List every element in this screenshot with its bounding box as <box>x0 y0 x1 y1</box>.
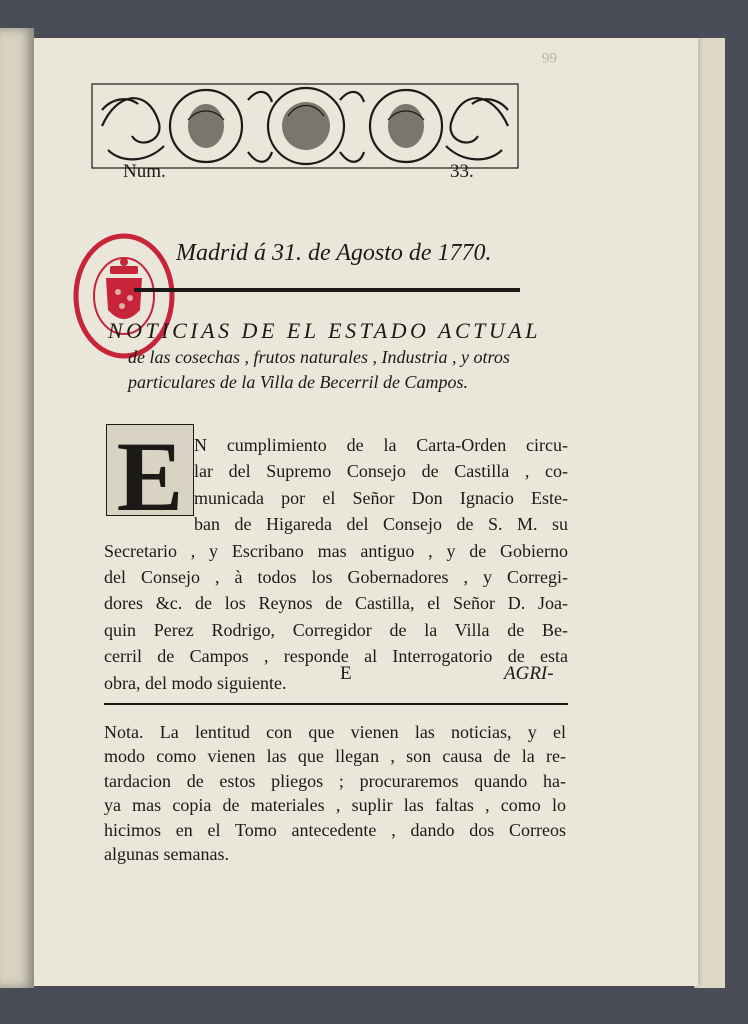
body-line: cerril de Campos , responde al Interrogatorio de esta <box>104 646 568 667</box>
issue-number-value: 33. <box>450 161 474 182</box>
note-line: algunas semanas. <box>104 844 229 865</box>
catchword: AGRI- <box>504 663 554 684</box>
note-line: Nota. La lentitud con que vienen las noticias, y el <box>104 722 566 742</box>
article-headline: NOTICIAS DE EL ESTADO ACTUAL <box>108 318 541 343</box>
body-line: obra, del modo siguiente. <box>104 672 287 693</box>
body-paragraph <box>104 432 568 696</box>
body-line: del Consejo , à todos los Gobernadores , y Corregi- <box>104 567 568 588</box>
ornament-banner <box>88 80 522 172</box>
right-page-edge <box>694 38 725 988</box>
left-page-edge <box>0 28 34 988</box>
article-subheading <box>128 345 588 395</box>
body-line: dores &c. de los Reynos de Castilla, el Señor D. Joa- <box>104 593 568 614</box>
body-line: quin Perez Rodrigo, Corregidor de la Villa de Be- <box>104 619 568 640</box>
note-line: hicimos en el Tomo antecedente , dando dos Correos <box>104 819 566 840</box>
editorial-note <box>104 720 566 866</box>
dateline: Madrid á 31. de Agosto de 1770. <box>176 240 492 266</box>
issue-number-label: Num. <box>123 161 166 182</box>
body-line: lar del Supremo Consejo de Castilla , co- <box>194 461 568 482</box>
subheading-line: particulares de la Villa de Becerril de Campos. <box>128 372 468 392</box>
signature-mark: E <box>340 663 352 684</box>
body-line: N cumplimiento de la Carta-Orden circu- <box>194 435 568 455</box>
note-line: modo como vienen las que llegan , son causa de la re- <box>104 746 566 767</box>
note-line: tardacion de estos pliegos ; procuraremos quando ha- <box>104 770 566 791</box>
body-line: ban de Higareda del Consejo de S. M. su <box>194 514 568 535</box>
subheading-line: de las cosechas , frutos naturales , Industria , y otros <box>128 347 510 367</box>
heading-rule <box>134 288 520 292</box>
body-line: municada por el Señor Don Ignacio Este- <box>194 487 568 508</box>
note-rule <box>104 703 568 705</box>
note-line: ya mas copia de materiales , suplir las faltas , como lo <box>104 795 566 816</box>
bleed-through-page-number: 66 <box>542 49 557 65</box>
drop-cap-letter: E <box>116 421 184 532</box>
body-line: Secretario , y Escribano mas antiguo , y de Gobierno <box>104 540 568 561</box>
